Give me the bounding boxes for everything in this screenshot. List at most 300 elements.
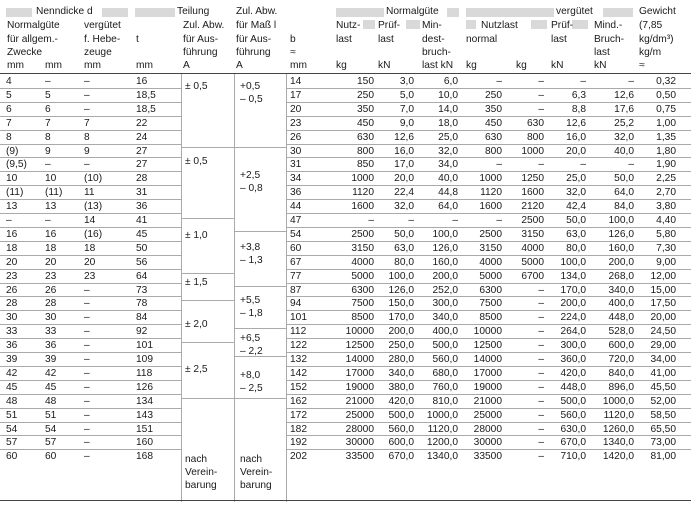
cell-b: 26 — [290, 131, 302, 143]
cell-v-nutz-normal: 25000 — [473, 409, 502, 421]
cell-n-pruef: 170,0 — [388, 312, 414, 324]
cell-v-nutz-normal: 30000 — [473, 437, 502, 449]
cell-v-mind: 25,2 — [614, 117, 634, 129]
cell-t: 64 — [136, 270, 148, 282]
cell-n-nutzlast: 6300 — [351, 284, 374, 296]
cell-n-mind: 400,0 — [432, 326, 458, 338]
cell-d-normal: 48 — [6, 395, 18, 407]
cell-v-pruef: 448,0 — [560, 381, 586, 393]
cell-v-mind: 32,0 — [614, 131, 634, 143]
header-t: t — [136, 34, 139, 45]
cell-v-mind: 160,0 — [608, 242, 634, 254]
cell-d-mm: 57 — [45, 437, 57, 449]
tol-a-sep-4 — [181, 300, 234, 301]
header-nutzlast-normal-unit: kg — [466, 60, 477, 71]
cell-n-mind: 14,0 — [438, 103, 458, 115]
cell-d-normal: (9) — [6, 145, 19, 157]
cell-v-mind: 1420,0 — [602, 451, 634, 463]
cell-v-nutz-normal: 19000 — [473, 381, 502, 393]
cell-b: 31 — [290, 159, 302, 171]
cell-v-nutz-2: – — [538, 354, 544, 365]
header-bar-v-nutz — [466, 20, 476, 29]
header-pruef-v-2: last — [551, 34, 567, 45]
header-normal-allg-3: Zwecke — [7, 47, 43, 58]
cell-n-pruef: 3,0 — [399, 76, 414, 87]
cell-v-nutz-normal: – — [496, 215, 502, 226]
cell-v-nutz-2: – — [538, 312, 544, 324]
cell-d-verguetet: 20 — [84, 256, 96, 268]
cell-v-nutz-2: – — [538, 298, 544, 310]
cell-b: 67 — [290, 256, 302, 268]
cell-d-normal: 16 — [6, 228, 18, 240]
cell-b: 44 — [290, 201, 302, 213]
cell-t: 92 — [136, 326, 148, 338]
cell-n-nutzlast: 19000 — [345, 381, 374, 393]
header-nutzlast-unit: kg — [336, 60, 347, 71]
header-normal-allg-2: für allgem.- — [7, 34, 58, 45]
cell-d-normal: 30 — [6, 312, 18, 324]
cell-gewicht: 0,75 — [656, 103, 676, 115]
cell-n-pruef: 7,0 — [399, 103, 414, 115]
cell-n-pruef: 420,0 — [388, 395, 414, 407]
table-row — [0, 381, 691, 395]
cell-n-nutzlast: 1600 — [351, 201, 374, 213]
cell-d-verguetet: – — [84, 354, 90, 365]
cell-b: 23 — [290, 117, 302, 129]
header-verguetet-hebe-3: zeuge — [84, 47, 112, 58]
cell-v-nutz-2: 1250 — [521, 173, 544, 185]
cell-d-mm: – — [45, 159, 51, 171]
cell-n-nutzlast: – — [368, 215, 374, 226]
cell-b: 122 — [290, 340, 307, 352]
cell-b: 20 — [290, 103, 302, 115]
table-row — [0, 270, 691, 284]
header-mm2: mm — [45, 60, 62, 71]
cell-d-mm: 18 — [45, 242, 57, 254]
cell-d-mm: 60 — [45, 451, 57, 463]
cell-v-mind: 840,0 — [608, 367, 634, 379]
cell-gewicht: 0,50 — [656, 89, 676, 101]
cell-n-mind: 1200,0 — [426, 437, 458, 449]
tol-a-nach: nach — [185, 454, 208, 465]
cell-d-normal: 54 — [6, 423, 18, 435]
header-mind-v-4: kN — [594, 60, 607, 71]
cell-t: 118 — [136, 367, 153, 379]
table-row — [0, 242, 691, 256]
cell-d-verguetet: 14 — [84, 215, 96, 226]
tol-b-4-plus: +5,5 — [240, 295, 261, 306]
cell-d-mm: 28 — [45, 298, 57, 310]
cell-v-nutz-normal: – — [496, 76, 502, 87]
cell-n-nutzlast: 17000 — [345, 367, 374, 379]
table-row — [0, 186, 691, 200]
tol-b-sep-3 — [234, 286, 286, 287]
cell-v-nutz-normal: 6300 — [479, 284, 502, 296]
bottom-rule — [0, 500, 691, 501]
cell-v-pruef: 25,0 — [566, 173, 586, 185]
tol-b-5-plus: +6,5 — [240, 333, 261, 344]
tol-b-sep-4 — [234, 328, 286, 329]
cell-v-pruef: 134,0 — [560, 270, 586, 282]
cell-d-mm: 30 — [45, 312, 57, 324]
cell-b: 17 — [290, 89, 302, 101]
tol-a-05-1: ± 0,5 — [185, 81, 208, 92]
cell-n-pruef: 5,0 — [399, 89, 414, 101]
cell-v-nutz-normal: 12500 — [473, 340, 502, 352]
cell-v-nutz-normal: 800 — [485, 145, 502, 157]
cell-d-verguetet: – — [84, 451, 90, 463]
cell-n-pruef: 670,0 — [388, 451, 414, 463]
cell-n-pruef: 100,0 — [388, 270, 414, 282]
cell-v-nutz-2: – — [538, 340, 544, 352]
cell-v-pruef: 170,0 — [560, 284, 586, 296]
tol-a-sep-2 — [181, 218, 234, 219]
cell-v-mind: 720,0 — [608, 354, 634, 365]
header-b-unit: mm — [290, 60, 307, 71]
header-pruef-v-unit: kN — [551, 60, 564, 71]
cell-v-nutz-normal: – — [496, 159, 502, 171]
header-bar-teilung — [135, 8, 175, 17]
cell-v-nutz-2: 2500 — [521, 215, 544, 226]
cell-n-mind: 680,0 — [432, 367, 458, 379]
cell-d-normal: 28 — [6, 298, 18, 310]
cell-gewicht: 3,80 — [656, 201, 676, 213]
cell-b: 36 — [290, 187, 302, 199]
cell-t: 50 — [136, 242, 148, 254]
cell-d-verguetet: – — [84, 367, 90, 379]
cell-v-nutz-normal: 1000 — [479, 173, 502, 185]
cell-t: 56 — [136, 256, 148, 268]
cell-d-mm: 8 — [45, 131, 51, 143]
cell-n-nutzlast: 800 — [357, 145, 374, 157]
cell-v-pruef: 300,0 — [560, 340, 586, 352]
cell-n-pruef: 80,0 — [394, 256, 414, 268]
cell-n-mind: 810,0 — [432, 395, 458, 407]
header-gewicht-1: Gewicht — [639, 6, 676, 17]
cell-v-nutz-2: – — [538, 437, 544, 449]
cell-v-nutz-normal: 8500 — [479, 312, 502, 324]
cell-n-mind: 560,0 — [432, 354, 458, 365]
cell-n-nutzlast: 10000 — [345, 326, 374, 338]
cell-t: 160 — [136, 437, 153, 449]
cell-d-verguetet: – — [84, 340, 90, 352]
cell-d-mm: 54 — [45, 423, 57, 435]
cell-v-pruef: 500,0 — [560, 395, 586, 407]
table-row — [0, 339, 691, 353]
cell-t: 41 — [136, 215, 148, 226]
table-row — [0, 158, 691, 172]
cell-gewicht: 5,80 — [656, 228, 676, 240]
tol-b-nach: nach — [240, 454, 263, 465]
cell-gewicht: 81,00 — [650, 451, 676, 463]
cell-v-pruef: 560,0 — [560, 409, 586, 421]
cell-gewicht: 0,32 — [656, 76, 676, 87]
cell-n-mind: 25,0 — [438, 131, 458, 143]
header-mind-v-2: Bruch- — [594, 34, 625, 45]
cell-b: 202 — [290, 451, 307, 463]
cell-v-pruef: 360,0 — [560, 354, 586, 365]
table-row — [0, 75, 691, 89]
cell-n-mind: 32,0 — [438, 145, 458, 157]
cell-v-mind: 340,0 — [608, 284, 634, 296]
cell-v-pruef: 8,8 — [571, 103, 586, 115]
cell-v-pruef: 630,0 — [560, 423, 586, 435]
header-bar-v-mind — [572, 20, 588, 29]
header-verguetet-hebe-1: vergütet — [84, 20, 121, 31]
cell-v-nutz-normal: 7500 — [479, 298, 502, 310]
cell-d-normal: 13 — [6, 201, 18, 213]
header-pruef-v-1: Prüf- — [551, 20, 574, 31]
cell-n-pruef: 340,0 — [388, 367, 414, 379]
table-row — [0, 256, 691, 270]
header-teilung: Teilung — [177, 6, 210, 17]
cell-t: 126 — [136, 381, 153, 393]
tol-a-20: ± 2,0 — [185, 319, 208, 330]
cell-b: 14 — [290, 76, 302, 87]
cell-v-nutz-2: 4000 — [521, 242, 544, 254]
header-nutzlast-2: last — [336, 34, 352, 45]
cell-d-verguetet: – — [84, 437, 90, 449]
tol-a-sep-1 — [181, 147, 234, 148]
cell-v-nutz-2: 2120 — [521, 201, 544, 213]
cell-v-mind: 100,0 — [608, 215, 634, 226]
cell-t: 28 — [136, 173, 148, 185]
cell-d-mm: 6 — [45, 103, 51, 115]
tol-b-3-minus: – 1,3 — [240, 255, 263, 266]
cell-n-mind: 300,0 — [432, 298, 458, 310]
cell-d-normal: 10 — [6, 173, 18, 185]
cell-gewicht: 7,30 — [656, 242, 676, 254]
cell-d-normal: 42 — [6, 367, 18, 379]
header-zul-ausf-1: Zul. Abw. — [183, 20, 225, 31]
header-gewicht-4: kg/m — [639, 47, 662, 58]
cell-v-nutz-2: – — [538, 103, 544, 115]
cell-d-verguetet: – — [84, 326, 90, 338]
cell-d-verguetet: – — [84, 159, 90, 171]
cell-t: 18,5 — [136, 103, 156, 115]
cell-d-mm: 39 — [45, 354, 57, 365]
header-bar-nenndicke-right — [102, 8, 128, 17]
cell-d-mm: 5 — [45, 89, 51, 101]
header-rule — [0, 73, 691, 74]
cell-b: 101 — [290, 312, 307, 324]
cell-v-mind: 268,0 — [608, 270, 634, 282]
cell-v-pruef: 670,0 — [560, 437, 586, 449]
tol-b-barung: barung — [240, 480, 272, 491]
cell-d-normal: 51 — [6, 409, 18, 421]
cell-n-nutzlast: 25000 — [345, 409, 374, 421]
table-row — [0, 117, 691, 131]
cell-n-nutzlast: 250 — [357, 89, 374, 101]
cell-gewicht: 34,00 — [650, 354, 676, 365]
cell-v-mind: 84,0 — [614, 201, 634, 213]
cell-v-nutz-normal: 14000 — [473, 354, 502, 365]
cell-t: 168 — [136, 451, 153, 463]
cell-d-mm: 45 — [45, 381, 57, 393]
header-bar-verguetet-right — [603, 8, 633, 17]
cell-n-nutzlast: 7500 — [351, 298, 374, 310]
cell-n-pruef: 600,0 — [388, 437, 414, 449]
table-row — [0, 325, 691, 339]
header-normalguete: Normalgüte — [386, 6, 439, 17]
cell-v-mind: 1000,0 — [602, 395, 634, 407]
cell-n-mind: 126,0 — [432, 242, 458, 254]
cell-v-pruef: 63,0 — [566, 228, 586, 240]
tol-a-sep-5 — [181, 342, 234, 343]
cell-n-mind: 160,0 — [432, 256, 458, 268]
cell-v-pruef: 42,4 — [566, 201, 586, 213]
table-row — [0, 353, 691, 367]
cell-v-nutz-2: – — [538, 159, 544, 171]
cell-t: 84 — [136, 312, 148, 324]
cell-v-nutz-normal: 17000 — [473, 367, 502, 379]
cell-n-pruef: 12,6 — [394, 131, 414, 143]
cell-t: 27 — [136, 159, 148, 171]
cell-v-pruef: 12,6 — [566, 117, 586, 129]
cell-t: 27 — [136, 145, 148, 157]
cell-v-nutz-normal: 1600 — [479, 201, 502, 213]
header-mindest-3: bruch- — [422, 47, 451, 58]
cell-n-pruef: 9,0 — [399, 117, 414, 129]
tol-b-sep-6 — [234, 398, 286, 399]
cell-d-verguetet: – — [84, 103, 90, 115]
cell-v-nutz-normal: 3150 — [479, 242, 502, 254]
table-row — [0, 131, 691, 145]
cell-d-verguetet: – — [84, 423, 90, 435]
header-bar-v-pruef — [531, 20, 547, 29]
cell-b: 94 — [290, 298, 302, 310]
cell-d-normal: 36 — [6, 340, 18, 352]
cell-v-nutz-normal: 2500 — [479, 228, 502, 240]
tol-a-15: ± 1,5 — [185, 277, 208, 288]
cell-b: 172 — [290, 409, 307, 421]
cell-d-verguetet: – — [84, 312, 90, 324]
cell-v-mind: 600,0 — [608, 340, 634, 352]
cell-v-pruef: 16,0 — [566, 131, 586, 143]
cell-v-nutz-normal: 630 — [485, 131, 502, 143]
cell-n-pruef: 22,4 — [394, 187, 414, 199]
cell-gewicht: 9,00 — [656, 256, 676, 268]
cell-v-nutz-normal: 350 — [485, 103, 502, 115]
cell-gewicht: 52,00 — [650, 395, 676, 407]
cell-v-mind: 17,6 — [614, 103, 634, 115]
header-bar-nenndicke — [6, 8, 32, 17]
cell-d-normal: 39 — [6, 354, 18, 365]
cell-n-pruef: – — [408, 215, 414, 226]
header-zul-mass-3: für Aus- — [236, 34, 272, 45]
cell-n-nutzlast: 450 — [357, 117, 374, 129]
header-bar-normal-right — [447, 8, 459, 17]
header-mindest-2: dest- — [422, 34, 445, 45]
table-row — [0, 423, 691, 437]
header-gewicht-5: ≈ — [639, 60, 645, 71]
header-bar-verguetet-left — [466, 8, 554, 17]
cell-t: 36 — [136, 201, 148, 213]
cell-d-mm: 7 — [45, 117, 51, 129]
cell-n-pruef: 500,0 — [388, 409, 414, 421]
cell-v-pruef: – — [580, 76, 586, 87]
header-pruef-unit: kN — [378, 60, 391, 71]
cell-v-nutz-normal: 10000 — [473, 326, 502, 338]
cell-n-pruef: 380,0 — [388, 381, 414, 393]
cell-b: 54 — [290, 228, 302, 240]
cell-d-normal: 33 — [6, 326, 18, 338]
cell-d-mm: 26 — [45, 284, 57, 296]
tol-a-barung: barung — [185, 480, 217, 491]
tol-b-3-plus: +3,8 — [240, 242, 261, 253]
cell-n-nutzlast: 850 — [357, 159, 374, 171]
cell-d-mm: 10 — [45, 173, 57, 185]
table-row — [0, 284, 691, 298]
cell-v-nutz-2: – — [538, 381, 544, 393]
cell-d-verguetet: – — [84, 409, 90, 421]
cell-n-mind: 6,0 — [443, 76, 458, 87]
cell-v-mind: 64,0 — [614, 187, 634, 199]
cell-v-nutz-2: 6700 — [521, 270, 544, 282]
table-row — [0, 228, 691, 242]
cell-v-nutz-2: 5000 — [521, 256, 544, 268]
cell-v-nutz-normal: 28000 — [473, 423, 502, 435]
cell-t: 143 — [136, 409, 153, 421]
cell-d-normal: (11) — [6, 187, 24, 199]
cell-n-mind: 44,8 — [438, 187, 458, 199]
cell-b: 162 — [290, 395, 307, 407]
cell-d-mm: 33 — [45, 326, 57, 338]
header-t-unit: mm — [136, 60, 153, 71]
cell-d-mm: 42 — [45, 367, 57, 379]
cell-n-nutzlast: 350 — [357, 103, 374, 115]
header-pruef-1: Prüf- — [378, 20, 401, 31]
header-bar-n-mind — [406, 20, 420, 29]
table-row — [0, 395, 691, 409]
cell-n-pruef: 32,0 — [394, 201, 414, 213]
cell-n-mind: 40,0 — [438, 173, 458, 185]
cell-b: 142 — [290, 367, 307, 379]
cell-n-pruef: 20,0 — [394, 173, 414, 185]
cell-n-nutzlast: 21000 — [345, 395, 374, 407]
header-nenndicke: Nenndicke d — [36, 6, 93, 17]
tol-a-sep-3 — [181, 273, 234, 274]
cell-v-nutz-2: – — [538, 76, 544, 87]
cell-v-mind: 12,6 — [614, 89, 634, 101]
cell-d-verguetet: 9 — [84, 145, 90, 157]
cell-d-normal: (9,5) — [6, 159, 27, 171]
cell-v-nutz-normal: 4000 — [479, 256, 502, 268]
cell-n-pruef: 560,0 — [388, 423, 414, 435]
header-mindest-4: last kN — [422, 60, 454, 71]
cell-v-mind: 400,0 — [608, 298, 634, 310]
cell-n-nutzlast: 4000 — [351, 256, 374, 268]
cell-d-mm: 51 — [45, 409, 57, 421]
cell-d-normal: – — [6, 215, 12, 226]
cell-gewicht: 45,50 — [650, 381, 676, 393]
cell-v-nutz-2: 630 — [527, 117, 544, 129]
table-row — [0, 200, 691, 214]
cell-n-pruef: 16,0 — [394, 145, 414, 157]
cell-t: 45 — [136, 228, 148, 240]
cell-n-pruef: 200,0 — [388, 326, 414, 338]
cell-d-mm: 48 — [45, 395, 57, 407]
cell-v-nutz-2: 1600 — [521, 187, 544, 199]
tol-b-1-plus: +0,5 — [240, 81, 261, 92]
table-row — [0, 145, 691, 159]
cell-b: 30 — [290, 145, 302, 157]
cell-gewicht: 73,00 — [650, 437, 676, 449]
cell-n-pruef: 126,0 — [388, 284, 414, 296]
cell-d-verguetet: 18 — [84, 242, 96, 254]
cell-v-mind: 1340,0 — [602, 437, 634, 449]
cell-n-mind: 252,0 — [432, 284, 458, 296]
